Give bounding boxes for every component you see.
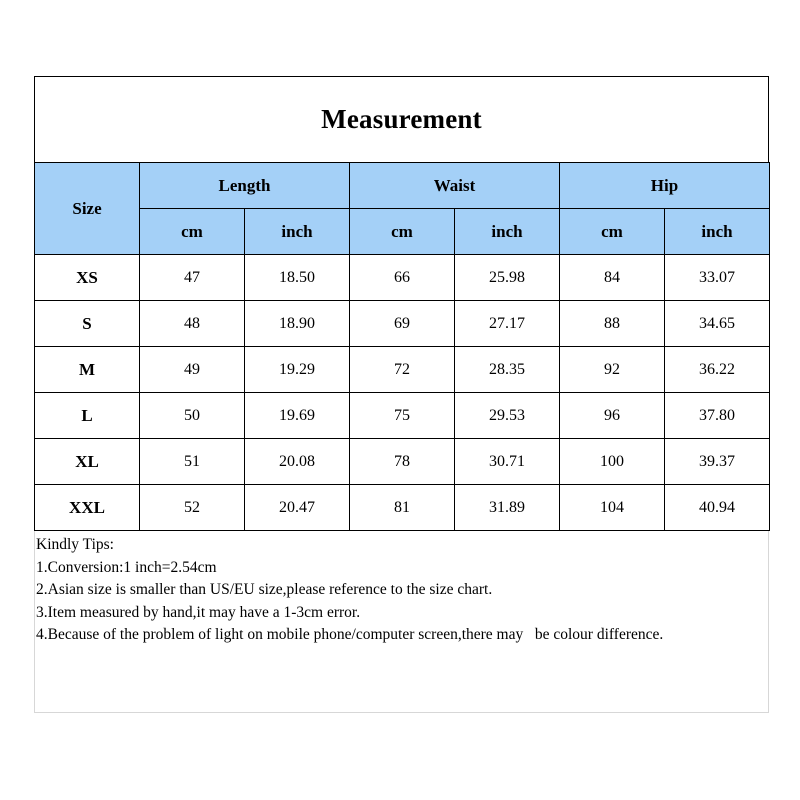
table-row <box>35 255 770 301</box>
header-waist: Waist <box>350 163 560 209</box>
size-label: XXL <box>35 485 140 531</box>
table-cell: 30.71 <box>455 439 560 485</box>
table-cell: 36.22 <box>665 347 770 393</box>
table-cell: 96 <box>560 393 665 439</box>
table-cell: 66 <box>350 255 455 301</box>
table-cell: 31.89 <box>455 485 560 531</box>
table-cell: 18.90 <box>245 301 350 347</box>
table-header <box>35 163 770 255</box>
header-hip: Hip <box>560 163 770 209</box>
table-cell: 40.94 <box>665 485 770 531</box>
tips-box <box>34 531 769 713</box>
table-cell: 69 <box>350 301 455 347</box>
table-cell: 28.35 <box>455 347 560 393</box>
table-cell: 34.65 <box>665 301 770 347</box>
table-cell: 19.69 <box>245 393 350 439</box>
table-cell: 27.17 <box>455 301 560 347</box>
table-cell: 81 <box>350 485 455 531</box>
tip-line: 2.Asian size is smaller than US/EU size,please reference to the size chart. <box>36 581 493 598</box>
table-cell: 33.07 <box>665 255 770 301</box>
table-cell: 104 <box>560 485 665 531</box>
table-cell: 51 <box>140 439 245 485</box>
table-cell: 100 <box>560 439 665 485</box>
unit-header: inch <box>455 209 560 255</box>
table-cell: 50 <box>140 393 245 439</box>
unit-header: inch <box>665 209 770 255</box>
table-cell: 72 <box>350 347 455 393</box>
table-cell: 48 <box>140 301 245 347</box>
size-chart <box>34 76 769 713</box>
table-row <box>35 301 770 347</box>
size-label: XS <box>35 255 140 301</box>
unit-header: inch <box>245 209 350 255</box>
header-size: Size <box>35 163 140 255</box>
table-cell: 75 <box>350 393 455 439</box>
table-cell: 88 <box>560 301 665 347</box>
table-cell: 25.98 <box>455 255 560 301</box>
table-cell: 18.50 <box>245 255 350 301</box>
table-cell: 29.53 <box>455 393 560 439</box>
table-cell: 49 <box>140 347 245 393</box>
table-cell: 78 <box>350 439 455 485</box>
table-cell: 47 <box>140 255 245 301</box>
tips-heading: Kindly Tips: <box>36 536 114 553</box>
table-row <box>35 439 770 485</box>
table-cell: 39.37 <box>665 439 770 485</box>
chart-title: Measurement <box>321 104 482 134</box>
table-body <box>35 255 770 531</box>
header-length: Length <box>140 163 350 209</box>
size-label: S <box>35 301 140 347</box>
title-box <box>34 76 769 162</box>
table-cell: 52 <box>140 485 245 531</box>
table-cell: 19.29 <box>245 347 350 393</box>
unit-header: cm <box>560 209 665 255</box>
size-label: L <box>35 393 140 439</box>
table-cell: 92 <box>560 347 665 393</box>
size-label: XL <box>35 439 140 485</box>
tip-line: 4.Because of the problem of light on mobile phone/computer screen,there may be colour difference. <box>36 626 664 643</box>
table-row <box>35 485 770 531</box>
table-cell: 37.80 <box>665 393 770 439</box>
size-table <box>34 162 770 531</box>
unit-header: cm <box>140 209 245 255</box>
unit-header: cm <box>350 209 455 255</box>
tip-line: 3.Item measured by hand,it may have a 1-3cm error. <box>36 603 361 621</box>
table-cell: 84 <box>560 255 665 301</box>
table-row <box>35 347 770 393</box>
table-row <box>35 393 770 439</box>
size-label: M <box>35 347 140 393</box>
table-cell: 20.47 <box>245 485 350 531</box>
tip-line: 1.Conversion:1 inch=2.54cm <box>36 558 217 576</box>
table-cell: 20.08 <box>245 439 350 485</box>
